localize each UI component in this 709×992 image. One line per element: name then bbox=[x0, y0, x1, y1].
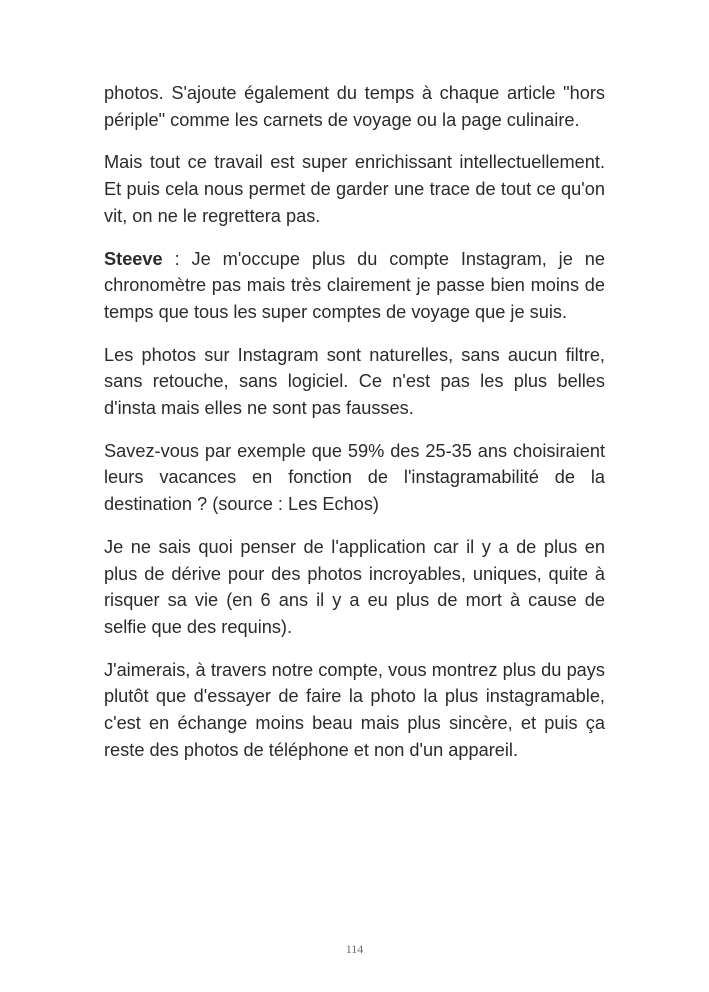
speaker-name: Steeve bbox=[104, 248, 163, 269]
paragraph-1 bbox=[104, 80, 605, 133]
paragraph-2 bbox=[104, 149, 605, 229]
page-number: 114 bbox=[345, 942, 364, 956]
paragraph-3 bbox=[104, 246, 605, 326]
paragraph-4-text: Les photos sur Instagram sont naturelles, sans aucun filtre, sans retouche, sans logiciel. Ce n'est pas les plus belles d'insta mais elles ne sont pas fausses. bbox=[104, 344, 605, 419]
paragraph-7-text: J'aimerais, à travers notre compte, vous montrez plus du pays plutôt que d'essayer de faire la photo la plus instagramable, c'est en échange moins beau mais plus sincère, et puis ça reste des photos de téléphone et non d'un appareil. bbox=[104, 659, 605, 760]
body-text bbox=[104, 80, 605, 763]
paragraph-7 bbox=[104, 657, 605, 764]
paragraph-1-text: photos. S'ajoute également du temps à chaque article "hors périple" comme les carnets de voyage ou la page culinaire. bbox=[104, 83, 605, 130]
paragraph-2-text: Mais tout ce travail est super enrichissant intellectuellement. Et puis cela nous permet de garder une trace de tout ce qu'on vit, on ne le regrettera pas. bbox=[104, 152, 605, 226]
paragraph-5-text: Savez-vous par exemple que 59% des 25-35 ans choisiraient leurs vacances en fonction de l'instagramabilité de la destination ? (source : Les Echos) bbox=[104, 440, 605, 515]
paragraph-4 bbox=[104, 342, 605, 422]
paragraph-6 bbox=[104, 534, 605, 641]
paragraph-5 bbox=[104, 438, 605, 518]
paragraph-3-text: : Je m'occupe plus du compte Instagram, je ne chronomètre pas mais très clairement je passe bien moins de temps que tous les super comptes de voyage que je suis. bbox=[104, 248, 605, 322]
paragraph-6-text: Je ne sais quoi penser de l'application car il y a de plus en plus de dérive pour des photos incroyables, uniques, quite à risquer sa vie (en 6 ans il y a eu plus de mort à cause de selfie que des requins). bbox=[104, 536, 605, 637]
